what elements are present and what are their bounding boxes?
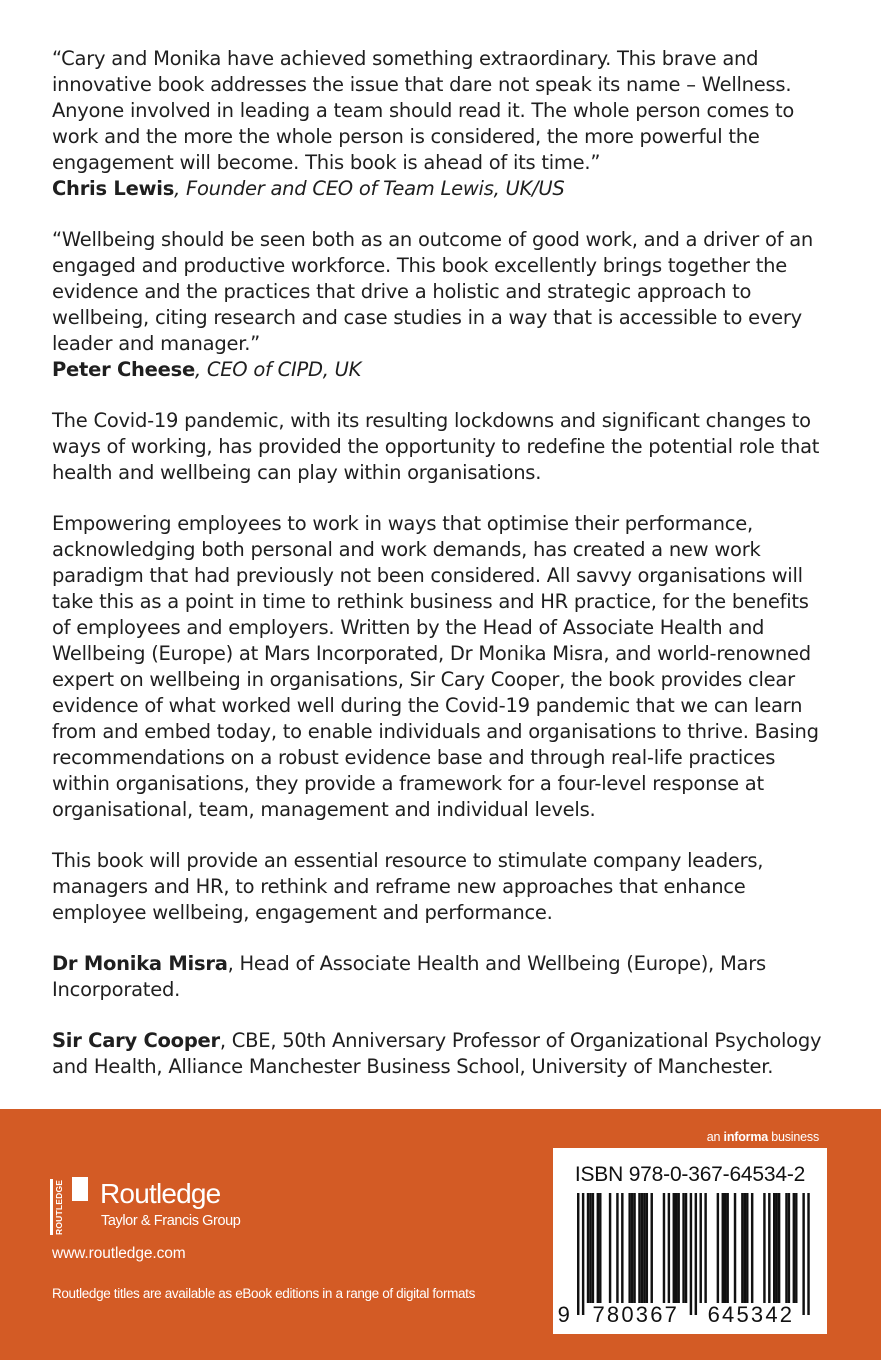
routledge-logo-mark-icon [50, 1177, 90, 1237]
barcode-bar [700, 1193, 702, 1303]
endorsement-text: “Wellbeing should be seen both as an outcome of good work, and a driver of an engaged and productive workforce. This book excellently brings together the evidence and the practices that drive a holistic and strategic approach to wellbeing, citing research and case studies in a way that is accessible to every leader and manager.” [52, 228, 814, 355]
barcode-bar [646, 1193, 648, 1303]
barcode-bar [685, 1193, 687, 1303]
barcode-bar [592, 1193, 594, 1303]
publisher-group: Taylor & Francis Group [101, 1213, 241, 1229]
barcode-bar [675, 1193, 677, 1303]
isbn-label: ISBN 978-0-367-64534-2 [574, 1163, 806, 1186]
barcode-guard-bar [807, 1193, 809, 1315]
informa-business-tagline [707, 1130, 819, 1144]
author-name: Sir Cary Cooper [52, 1029, 220, 1052]
barcode-bar [775, 1193, 777, 1303]
barcode-bar [724, 1193, 726, 1303]
description-paragraph: Empowering employees to work in ways that optimise their performance, acknowledging both personal and work demands, has created a new work paradigm that had previously not been considered. All savvy organisations will take this as a point in time to rethink business and HR practice, for the benefits of employees and employers. Written by the Head of Associate Health and Wellbeing (Europe) at Mars Incorporated, Dr Monika Misra, and world-renowned expert on wellbeing in organisations, Sir Cary Cooper, the book provides clear evidence of what worked well during the Covid-19 pandemic that we can learn from and embed today, to enable individuals and organisations to thrive. Basing recommendations on a robust evidence base and through real-life practices within organisations, they provide a framework for a four-level response at organisational, team, management and individual levels. [52, 512, 819, 821]
endorsement-attribution [52, 176, 832, 202]
barcode-digits: 645342 [707, 1302, 795, 1327]
barcode-bar [795, 1193, 797, 1303]
barcode-bar [633, 1193, 635, 1303]
barcode-bar [744, 1193, 746, 1303]
barcode-bar [587, 1193, 589, 1303]
barcode-bar [643, 1193, 645, 1303]
endorsement-text: “Cary and Monika have achieved something extraordinary. This brave and innovative book addresses the issue that dare not speak its name – Wellness. Anyone involved in leading a team should read it. The whole person comes to work and the more the whole person is considered, the more powerful the engagement will become. This book is ahead of its time.” [52, 47, 795, 174]
author-bio-text: , Head of Associate Health and Wellbeing (Europe), Mars Incorporated. [52, 952, 766, 1001]
barcode-bar [785, 1193, 787, 1303]
description-paragraph: This book will provide an essential resource to stimulate company leaders, managers and HR, to rethink and reframe new approaches that enhance employee wellbeing, engagement and performance. [52, 849, 764, 924]
publisher-footer [0, 1109, 881, 1360]
barcode-bar [788, 1193, 790, 1303]
barcode-bar [682, 1193, 684, 1303]
barcode-bar [793, 1193, 795, 1303]
barcode-guard-bar [577, 1193, 579, 1315]
barcode-bar [751, 1193, 753, 1303]
barcode-bar [677, 1193, 679, 1303]
routledge-logo [50, 1177, 280, 1237]
barcode-bar [673, 1193, 675, 1303]
barcode-bar [651, 1193, 653, 1303]
barcode-guard-bar [690, 1193, 692, 1315]
barcode-bar [717, 1193, 719, 1303]
barcode-bar [668, 1193, 670, 1303]
author-bio-2 [52, 1028, 832, 1080]
barcode-bar [722, 1193, 724, 1303]
barcode-bar [621, 1193, 623, 1303]
informa-prefix: an [706, 1130, 724, 1144]
barcode-bar [599, 1193, 601, 1303]
endorser-role: , CEO of CIPD, UK [194, 358, 362, 381]
barcode-bar [631, 1193, 633, 1303]
barcode-digits: 780367 [592, 1302, 680, 1327]
barcode-digits: 9 [557, 1302, 572, 1327]
author-bio-1 [52, 951, 832, 1003]
barcode-bar [768, 1193, 770, 1303]
endorser-role: , Founder and CEO of Team Lewis, UK/US [174, 177, 565, 200]
endorser-name: Peter Cheese [52, 358, 195, 381]
informa-suffix: business [767, 1130, 819, 1144]
endorser-name: Chris Lewis [52, 177, 175, 200]
ebook-note: Routledge titles are available as eBook editions in a range of digital formats [52, 1286, 475, 1301]
barcode-panel [553, 1148, 827, 1334]
barcode-bar [778, 1193, 780, 1303]
barcode-bar [763, 1193, 765, 1303]
barcode-bar [628, 1193, 630, 1303]
barcode-bar [746, 1193, 748, 1303]
barcode-guard-bar [695, 1193, 697, 1315]
description-paragraph: The Covid-19 pandemic, with its resulting lockdowns and significant changes to ways of working, has provided the opportunity to redefine the potential role that health and wellbeing can play within organisations. [52, 409, 820, 484]
barcode-bar [663, 1193, 665, 1303]
barcode-bar [616, 1193, 618, 1303]
barcode-bar [734, 1193, 736, 1303]
barcode-bar [589, 1193, 591, 1303]
barcode-bar [704, 1193, 706, 1303]
publisher-website: www.routledge.com [52, 1245, 186, 1262]
barcode-bar [609, 1193, 611, 1303]
barcode-guard-bar [582, 1193, 584, 1315]
barcode-bar [641, 1193, 643, 1303]
logo-mark-text: ROUTLEDGE [54, 1179, 64, 1235]
informa-brand: informa [723, 1130, 768, 1144]
barcode-bar [726, 1193, 728, 1303]
author-name: Dr Monika Misra [52, 952, 228, 975]
endorsement-2 [52, 227, 832, 383]
author-bio-text: , CBE, 50th Anniversary Professor of Organizational Psychology and Health, Alliance Manchester Business School, University of Manchester. [52, 1029, 822, 1078]
barcode-bar [597, 1193, 599, 1303]
back-cover-text [52, 46, 832, 1105]
barcode-guard-bar [802, 1193, 804, 1315]
endorsement-attribution [52, 357, 832, 383]
isbn-barcode [553, 1148, 827, 1334]
publisher-name: Routledge [100, 1178, 221, 1209]
barcode-bar [638, 1193, 640, 1303]
endorsement-1 [52, 46, 832, 202]
barcode-bar [773, 1193, 775, 1303]
barcode-bar [741, 1193, 743, 1303]
